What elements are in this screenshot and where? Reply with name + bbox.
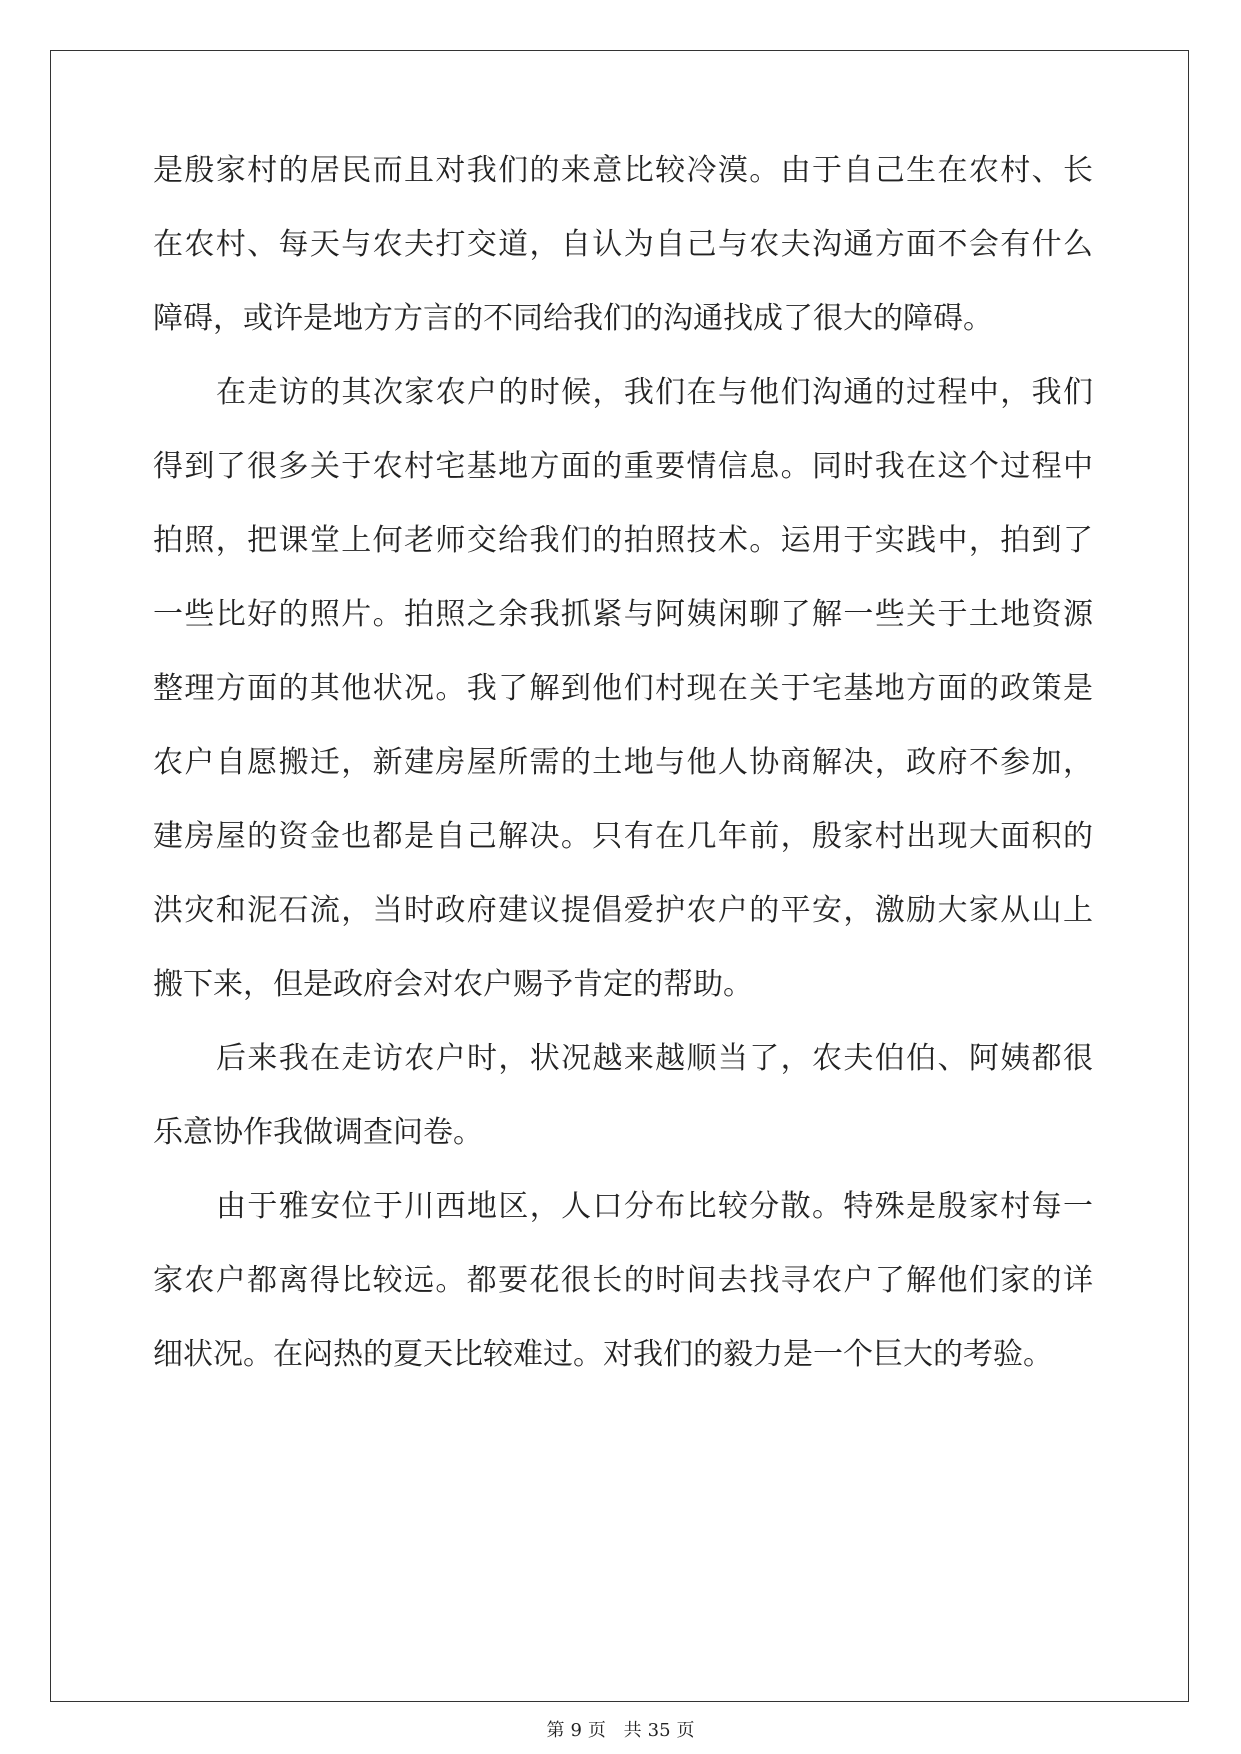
text-line: 整理方面的其他状况。我了解到他们村现在关于宅基地方面的政策是 [153,671,1093,706]
total-pages-label [621,1720,698,1741]
text-line: 拍照，把课堂上何老师交给我们的拍照技术。运用于实践中，拍到了 [153,523,1093,558]
text-line: 农户自愿搬迁，新建房屋所需的土地与他人协商解决，政府不参加， [153,745,1093,780]
text-line: 后来我在走访农户时，状况越来越顺当了，农夫伯伯、阿姨都很 [216,1041,1093,1076]
page-number: 9 [570,1720,582,1741]
text-line: 在农村、每天与农夫打交道，自认为自己与农夫沟通方面不会有什么 [153,227,1093,262]
page-border [50,50,1189,1702]
page-footer [0,1716,1241,1742]
text-line: 家农户都离得比较远。都要花很长的时间去找寻农户了解他们家的详 [153,1263,1093,1298]
text-line: 得到了很多关于农村宅基地方面的重要情信息。同时我在这个过程中 [153,449,1093,484]
page-label-prefix: 第 [546,1720,565,1741]
text-line: 是殷家村的居民而且对我们的来意比较冷漠。由于自己生在农村、长 [153,153,1093,188]
text-line: 洪灾和泥石流，当时政府建议提倡爱护农户的平安，激励大家从山上 [153,893,1093,928]
text-line: 一些比好的照片。拍照之余我抓紧与阿姨闲聊了解一些关于土地资源 [153,597,1093,632]
page-label-suffix: 页 [587,1720,606,1741]
total-pages: 35 [647,1720,671,1741]
text-line: 障碍，或许是地方方言的不同给我们的沟通找成了很大的障碍。 [153,301,993,336]
text-line: 细状况。在闷热的夏天比较难过。对我们的毅力是一个巨大的考验。 [153,1337,1053,1372]
total-prefix: 共 [623,1720,642,1741]
text-line: 由于雅安位于川西地区，人口分布比较分散。特殊是殷家村每一 [216,1189,1093,1224]
page-number-label [543,1720,608,1741]
total-suffix: 页 [676,1720,695,1741]
text-line: 搬下来，但是政府会对农户赐予肯定的帮助。 [153,967,753,1002]
text-line: 建房屋的资金也都是自己解决。只有在几年前，殷家村出现大面积的 [153,819,1093,854]
text-line: 乐意协作我做调查问卷。 [153,1115,483,1150]
text-line: 在走访的其次家农户的时候，我们在与他们沟通的过程中，我们 [216,375,1093,410]
